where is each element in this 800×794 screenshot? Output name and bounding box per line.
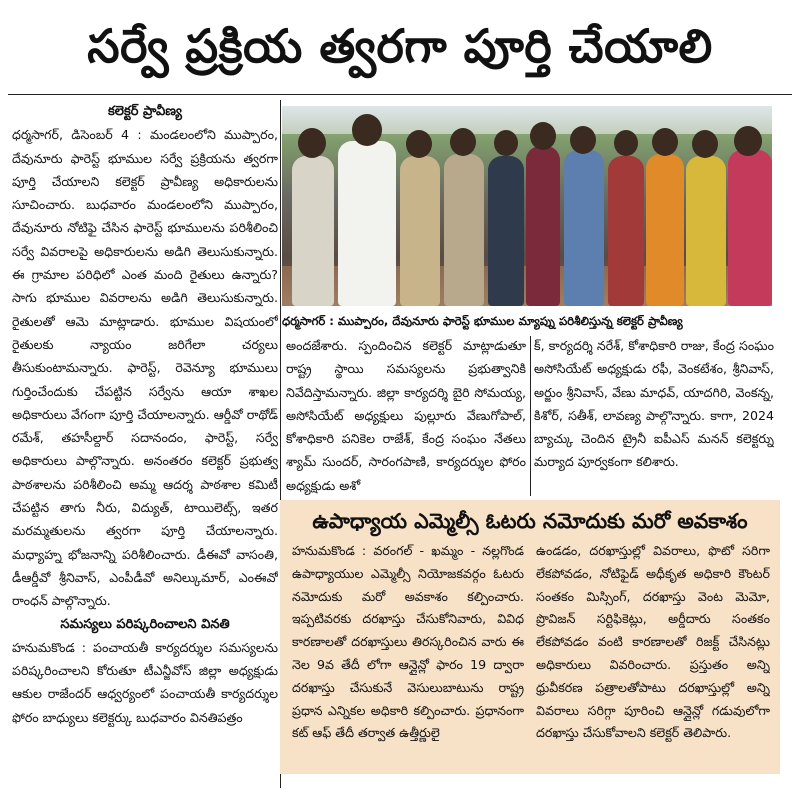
- photo-person: [292, 156, 334, 306]
- headline-divider: [8, 94, 792, 95]
- article-column-continued-1: [286, 334, 526, 500]
- article-photo: [282, 106, 772, 306]
- photo-person: [444, 154, 484, 306]
- boxed-article-title: ఉపాధ్యాయ ఎమ్మెల్సీ ఓటరు నమోదుకు మరో అవకాశం: [312, 509, 748, 533]
- photo-person: [400, 156, 440, 306]
- photo-person: [338, 141, 396, 306]
- article-continued-text-2: క్, కార్యదర్శి నరేశ్, కోశాధికారి రాజు, కేంద్ర సంఘం అసోసియేట్ అధ్యక్షుడు రఫీ, వెంకటేశం, శ్రీనివాస్, అర్జుం శ్రీనివాస్, వేణు మాధవ్, యాదగిరి, వెంకన్న, కిశోర్, సతీశ్, లావణ్య పాల్గొన్నారు. కాగా, 2024 బ్యాచ్కు చెందిన ట్రైనీ ఐపీఎస్ మనన్ కలెక్టర్ను మర్యాద పూర్వకంగా కలిశారు.: [534, 338, 774, 470]
- photo-person: [564, 150, 604, 306]
- photo-caption: ధర్మసాగర్ : ముప్పారం, దేవునూరు ఫారెస్ట్ భూముల మ్యాప్ను పరిశీలిస్తున్న కలెక్టర్ ప్రావీణ్య: [282, 314, 683, 328]
- photo-person: [526, 146, 560, 306]
- photo-person-head: [450, 128, 476, 156]
- photo-person: [488, 156, 524, 306]
- column-divider: [530, 336, 531, 496]
- photo-person-head: [692, 130, 718, 158]
- photo-person-head: [298, 128, 326, 158]
- photo-person-head: [652, 128, 678, 156]
- photo-person-head: [614, 130, 638, 156]
- article-paragraph-1: ధర్మసాగర్, డిసెంబర్ 4 : మండలంలోని ముప్పారం, దేవునూరు ఫారెస్ట్ భూముల సర్వే ప్రక్రియను త్వరగా పూర్తి చేయాలని కలెక్టర్ ప్రావీణ్య అధికారులను సూచించారు. బుధవారం మండలంలోని ముప్పారం, దేవునూరు నోటిఫై చేసిన ఫారెస్ట్ భూములను పరిశీలించి సర్వే వివరాలపై అధికారులను అడిగి తెలుసుకున్నారు. ఈ గ్రామాల పరిధిలో ఎంత మంది రైతులు ఉన్నారు? సాగు భూముల వివరాలను అడిగి తెలుసుకున్నారు. రైతులతో ఆమె మాట్లాడారు. భూముల విషయంలో రైతులకు న్యాయం జరిగేలా చర్యలు తీసుకుంటామన్నారు. ఫారెస్ట్, రెవెన్యూ భూములు గుర్తించేందుకు చేపట్టిన సర్వేను ఆయా శాఖల అధికారులు వేగంగా పూర్తి చేయాలన్నారు. ఆర్డీవో రాథోడ్ రమేశ్, తహసీల్దార్ సదానందం, ఫారెస్ట్, సర్వే అధికారులు పాల్గొన్నారు. అనంతరం కలెక్టర్ ప్రభుత్వ పాఠశాలను పరిశీలించి అమ్మ ఆదర్శ పాఠశాల కమిటీ చేపట్టిన తాగు నీరు, విద్యుత్, టాయిలెట్స్, ఇతర మరమ్మతులను త్వరగా పూర్తి చేయాలన్నారు. మధ్యాహ్న భోజనాన్ని పరిశీలించారు. డీఈవో వాసంతి, డీఆర్డీవో శ్రీనివాస్, ఎంపీడీవో అనిల్కుమార్, ఎంఈవో రాంధన్ పాల్గొన్నారు.: [12, 127, 278, 609]
- photo-person: [686, 156, 726, 306]
- photo-person: [728, 150, 772, 306]
- boxed-article-column-right: [536, 540, 770, 768]
- boxed-article-text-right: ఉండడం, దరఖాస్తుల్లో వివరాలు, ఫొటో సరిగా లేకపోవడం, నోటిఫైడ్ అధీకృత అధికారి కౌంటర్ సంతకం మిస్సింగ్, దరఖాస్తు వెంట మెమో, ప్రొవిజన్ సర్టిఫికెట్లు, అర్డీదారు సంతకం లేకపోవడం వంటి కారణాలతో రిజక్ట్ చేసినట్లు అధికారులు వివరించారు. ప్రస్తుతం అన్ని ధ్రువీకరణ పత్రాలతోపాటు దరఖాస్తుల్లో అన్ని వివరాలు సరిగ్గా పూరించి ఆన్లైన్లో గడువులోగా దరఖాస్తు చేసుకోవాలని కలెక్టర్ తెలిపారు.: [536, 543, 770, 741]
- photo-person-head: [530, 122, 556, 150]
- photo-person-head: [494, 130, 518, 156]
- photo-person: [608, 156, 644, 306]
- article-byline: కలెక్టర్ ప్రావీణ్య: [108, 104, 182, 119]
- photo-person-head: [570, 126, 596, 154]
- boxed-article-text-left: హనుమకొండ : వరంగల్ - ఖమ్మం - నల్లగొండ ఉపాధ్యాయుల ఎమ్మెల్సీ నియోజకవర్గం ఓటరు నమోదుకు మరో అవకాశం కల్పించారు. ఇప్పటివరకు దరఖాస్తు చేసుకోనివారు, వివిధ కారణాలతో దరఖాస్తులు తిరస్కరించిన వారు ఈ నెల 9వ తేదీ లోగా ఆన్లైన్లో ఫారం 19 ద్వారా దరఖాస్తు చేసుకునే వెసులుబాటును రాష్ట్ర ప్రధాన ఎన్నికల అధికారి కల్పించారు. ప్రధానంగా కట్ ఆఫ్ తేదీ తర్వాత ఉత్తీర్ణులై: [292, 543, 524, 741]
- article-paragraph-2: హనుమకొండ : పంచాయతీ కార్యదర్శుల సమస్యలను పరిష్కరించాలని కోరుతూ టీఎన్జీవోస్ జిల్లా అధ్యక్షుడు ఆకుల రాజేందర్ ఆధ్వర్యంలో పంచాయతీ కార్యదర్శుల ఫోరం బాధ్యులు కలెక్టర్కు బుధవారం వినతిపత్రం: [12, 639, 278, 725]
- boxed-article: [280, 500, 780, 774]
- photo-person-head: [734, 126, 762, 156]
- article-subhead: సమస్యలు పరిష్కరించాలని వినతి: [60, 616, 230, 632]
- article-column-main: [12, 100, 278, 788]
- article-continued-text-1: అందజేశారు. స్పందించిన కలెక్టర్ మాట్లాడుతూ రాష్ట్ర స్థాయి సమస్యలను ప్రభుత్వానికి నివేదిస్తామన్నారు. జిల్లా కార్యదర్శి బైరి సోమయ్య, అసోసియేట్ అధ్యక్షులు పుల్లూరు వేణుగోపాల్, కోశాధికారి పనికెల రాజేశ్, కేంద్ర సంఘం నేతలు శ్యామ్ సుందర్, సారంగపాణి, కార్యదర్శుల ఫోరం అధ్యక్షుడు అశో: [286, 338, 526, 493]
- photo-person-head: [406, 130, 432, 158]
- headline: సర్వే ప్రక్రియ త్వరగా పూర్తి చేయాలి: [87, 19, 713, 73]
- boxed-article-column-left: [292, 540, 524, 768]
- photo-person-head: [352, 114, 382, 146]
- photo-person: [646, 154, 684, 306]
- article-column-continued-2: [534, 334, 774, 500]
